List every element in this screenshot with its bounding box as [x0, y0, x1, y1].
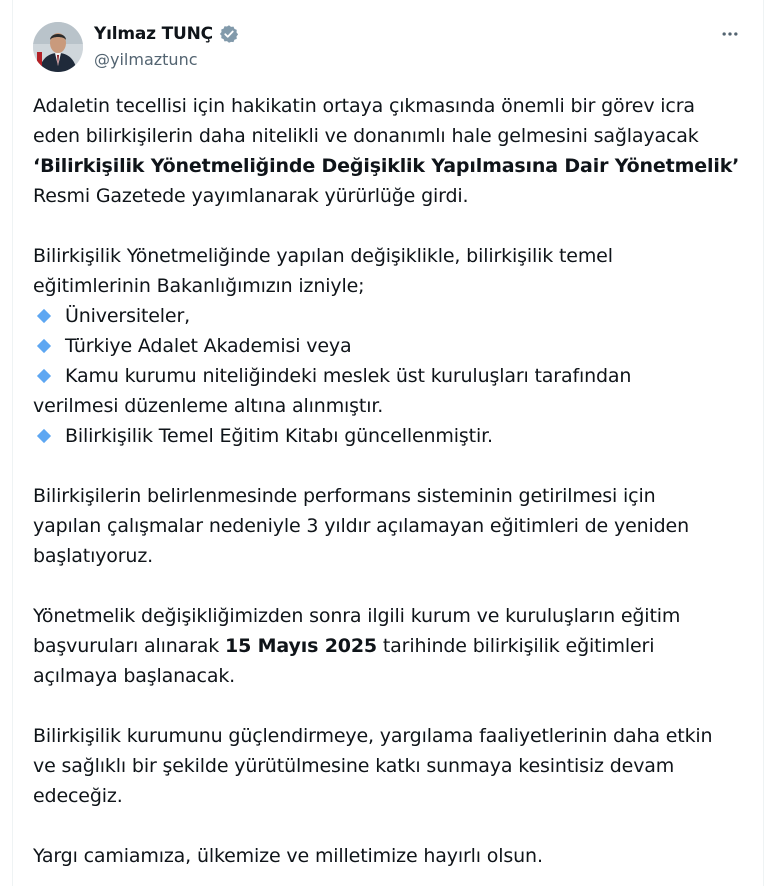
more-options-icon	[720, 24, 740, 44]
blue-diamond-icon	[37, 369, 51, 383]
blue-diamond-icon	[37, 339, 51, 353]
author-name[interactable]: Yılmaz TUNÇ	[94, 24, 213, 44]
list-item: Bilirkişilik Temel Eğitim Kitabı güncellenmiştir.	[33, 421, 748, 451]
author-name-row[interactable]	[94, 24, 239, 44]
avatar[interactable]	[33, 22, 83, 72]
avatar-portrait-icon	[33, 22, 83, 72]
blue-diamond-icon	[37, 429, 51, 443]
paragraph-4: Yönetmelik değişikliğimizden sonra ilgili kurum ve kuruluşların eğitim başvuruları alınarak 15 Mayıs 2025 tarihinde bilirkişilik eğitimleri açılmaya başlanacak.	[33, 605, 681, 687]
paragraph-3: Bilirkişilerin belirlenmesinde performans sisteminin getirilmesi için yapılan çalışmalar nedeniyle 3 yıldır açılamayan eğitimleri de yeniden başlatıyoruz.	[33, 485, 689, 567]
tweet-text	[33, 91, 748, 871]
paragraph-2: Bilirkişilik Yönetmeliğinde yapılan değişiklikle, bilirkişilik temel eğitimlerinin Bakanlığımızın izniyle;	[33, 245, 613, 297]
list-continuation: verilmesi düzenleme altına alınmıştır.	[33, 395, 384, 417]
paragraph-6: Yargı camiamıza, ülkemize ve milletimize hayırlı olsun.	[33, 845, 543, 867]
list-item: Türkiye Adalet Akademisi veya	[33, 331, 748, 361]
verified-badge-icon	[219, 24, 239, 44]
paragraph-5: Bilirkişilik kurumunu güçlendirmeye, yargılama faaliyetlerinin daha etkin ve sağlıklı bir şekilde yürütülmesine katkı sunmaya kesintisiz devam edeceğiz.	[33, 725, 713, 807]
paragraph-1: Adaletin tecellisi için hakikatin ortaya çıkmasında önemli bir görev icra eden bilirkişilerin daha nitelikli ve donanımlı hale gelmesini sağlayacak ‘Bilirkişilik Yönetmeliğinde Değişiklik Yapılmasına Dair Yönetmelik’ Resmi Gazetede yayımlanarak yürürlüğe girdi.	[33, 95, 740, 207]
regulation-title: ‘Bilirkişilik Yönetmeliğinde Değişiklik Yapılmasına Dair Yönetmelik’	[33, 155, 740, 177]
list-item: Kamu kurumu niteliğindeki meslek üst kuruluşları tarafından	[33, 361, 748, 391]
blue-diamond-icon	[37, 309, 51, 323]
author-handle[interactable]: @yilmaztunc	[94, 50, 198, 69]
more-options-button[interactable]	[716, 20, 744, 48]
date-highlight: 15 Mayıs 2025	[225, 635, 377, 657]
list-item: Üniversiteler,	[33, 301, 748, 331]
